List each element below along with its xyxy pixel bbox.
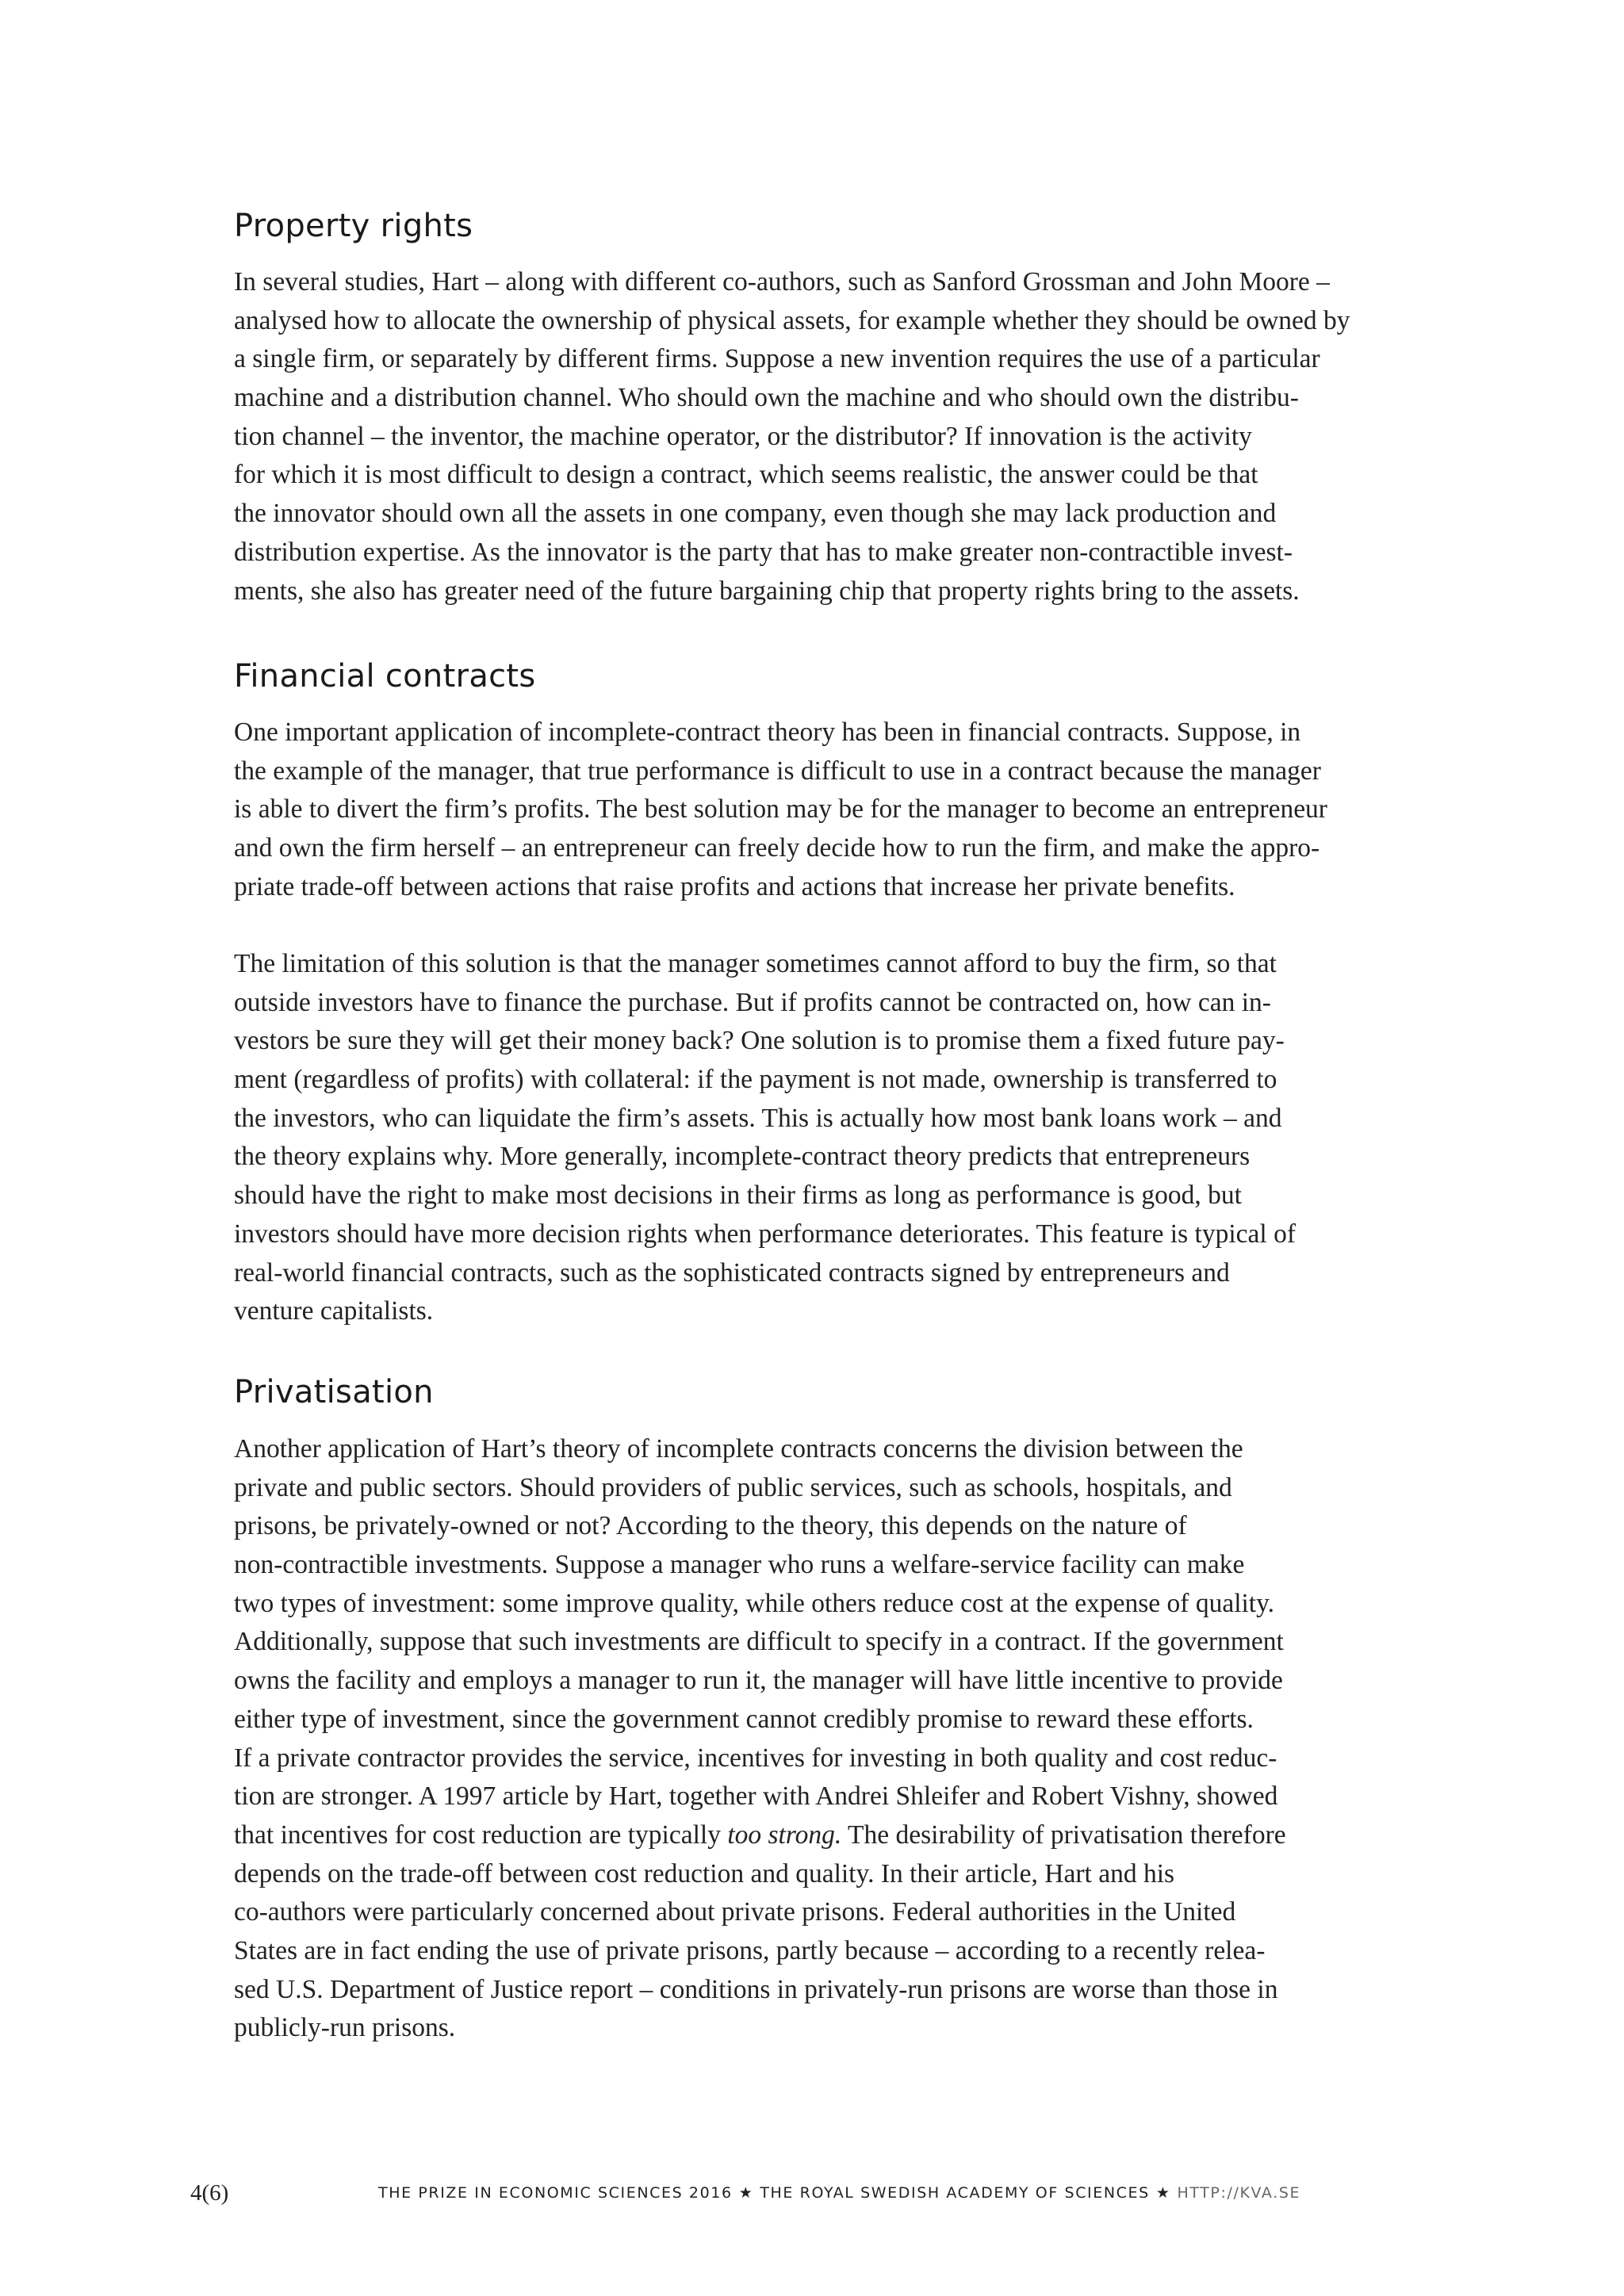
- text-line: sed U.S. Department of Justice report – conditions in privately-run prisons are worse than those in: [234, 1974, 1278, 2004]
- text-line: tion channel – the inventor, the machine operator, or the distributor? If innovation is the activity: [234, 421, 1252, 451]
- text-line: One important application of incomplete-contract theory has been in financial contracts. Suppose, in: [234, 718, 1301, 747]
- text-line: depends on the trade-off between cost reduction and quality. In their article, Hart and his: [234, 1858, 1175, 1888]
- text-line: analysed how to allocate the ownership of physical assets, for example whether they should be owned by: [234, 305, 1350, 335]
- text-line: States are in fact ending the use of private prisons, partly because – according to a recently relea-: [234, 1935, 1266, 1965]
- text-line: vestors be sure they will get their money back? One solution is to promise them a fixed future pay-: [234, 1026, 1285, 1056]
- text-line: The limitation of this solution is that the manager sometimes cannot afford to buy the firm, so that: [234, 949, 1277, 978]
- text-line: ment (regardless of profits) with collateral: if the payment is not made, ownership is transferred to: [234, 1065, 1277, 1095]
- text-segment: that incentives for cost reduction are typically: [234, 1820, 728, 1850]
- text-line: distribution expertise. As the innovator is the party that has to make greater non-contractible invest-: [234, 537, 1293, 567]
- text-line: In several studies, Hart – along with different co-authors, such as Sanford Grossman and John Moore –: [234, 267, 1330, 297]
- text-segment: The desirability of privatisation therefore: [841, 1820, 1286, 1850]
- paragraph-financial-2: [234, 945, 1400, 1331]
- text-line: and own the firm herself – an entrepreneur can freely decide how to run the firm, and make the appro-: [234, 833, 1320, 863]
- text-line: should have the right to make most decisions in their firms as long as performance is good, but: [234, 1181, 1242, 1211]
- text-line: venture capitalists.: [234, 1296, 434, 1326]
- text-line: ments, she also has greater need of the future bargaining chip that property rights bring to the assets.: [234, 576, 1300, 606]
- star-icon: ★: [738, 2184, 754, 2202]
- footer: [378, 2184, 1300, 2202]
- heading-property-rights: Property rights: [234, 208, 473, 244]
- footer-academy: THE ROYAL SWEDISH ACADEMY OF SCIENCES: [760, 2184, 1150, 2202]
- text-line: for which it is most difficult to design a contract, which seems realistic, the answer could be that: [234, 460, 1258, 490]
- footer-prize: THE PRIZE IN ECONOMIC SCIENCES 2016: [378, 2184, 733, 2202]
- footer-url-link[interactable]: HTTP://KVA.SE: [1177, 2184, 1301, 2202]
- paragraph-property-rights: [234, 263, 1400, 610]
- text-line: tion are stronger. A 1997 article by Hart, together with Andrei Shleifer and Robert Vishny, showed: [234, 1781, 1278, 1812]
- heading-privatisation: Privatisation: [234, 1374, 434, 1410]
- text-line: is able to divert the firm’s profits. The best solution may be for the manager to become an entrepreneur: [234, 794, 1327, 825]
- star-icon: ★: [1155, 2184, 1171, 2202]
- text-line: the investors, who can liquidate the firm’s assets. This is actually how most bank loans work – and: [234, 1103, 1282, 1133]
- text-line: a single firm, or separately by different firms. Suppose a new invention requires the use of a particular: [234, 344, 1320, 374]
- text-line: owns the facility and employs a manager to run it, the manager will have little incentive to provide: [234, 1666, 1283, 1696]
- text-line: investors should have more decision rights when performance deteriorates. This feature is typical of: [234, 1219, 1296, 1249]
- text-line: Additionally, suppose that such investments are difficult to specify in a contract. If the government: [234, 1627, 1284, 1657]
- text-line: prisons, be privately-owned or not? According to the theory, this depends on the nature of: [234, 1511, 1187, 1541]
- heading-financial-contracts: Financial contracts: [234, 658, 536, 695]
- text-line: private and public sectors. Should providers of public services, such as schools, hospitals, and: [234, 1472, 1232, 1502]
- text-line: outside investors have to finance the purchase. But if profits cannot be contracted on, how can in-: [234, 987, 1271, 1017]
- text-line: priate trade-off between actions that raise profits and actions that increase her private benefits.: [234, 871, 1235, 901]
- text-line: If a private contractor provides the service, incentives for investing in both quality and cost reduc-: [234, 1743, 1277, 1773]
- paragraph-privatisation: [234, 1430, 1400, 2048]
- paragraph-financial-1: [234, 714, 1400, 906]
- text-line: machine and a distribution channel. Who should own the machine and who should own the distribu-: [234, 383, 1299, 413]
- italic-emphasis: too strong.: [727, 1820, 842, 1850]
- page-number: 4(6): [190, 2180, 229, 2206]
- text-line: Another application of Hart’s theory of incomplete contracts concerns the division between the: [234, 1434, 1243, 1464]
- text-line: real-world financial contracts, such as the sophisticated contracts signed by entrepreneurs and: [234, 1257, 1230, 1288]
- text-line: either type of investment, since the government cannot credibly promise to reward these efforts.: [234, 1704, 1254, 1734]
- text-line: the theory explains why. More generally, incomplete-contract theory predicts that entrepreneurs: [234, 1142, 1251, 1172]
- text-line: non-contractible investments. Suppose a manager who runs a welfare-service facility can make: [234, 1550, 1245, 1580]
- text-line: the example of the manager, that true performance is difficult to use in a contract because the manager: [234, 756, 1321, 786]
- text-line: co-authors were particularly concerned about private prisons. Federal authorities in the United: [234, 1897, 1236, 1927]
- text-line-with-italic: [234, 1816, 1400, 1855]
- text-line: publicly-run prisons.: [234, 2013, 456, 2043]
- text-line: the innovator should own all the assets in one company, even though she may lack production and: [234, 499, 1277, 529]
- text-line: two types of investment: some improve quality, while others reduce cost at the expense of quality.: [234, 1588, 1275, 1618]
